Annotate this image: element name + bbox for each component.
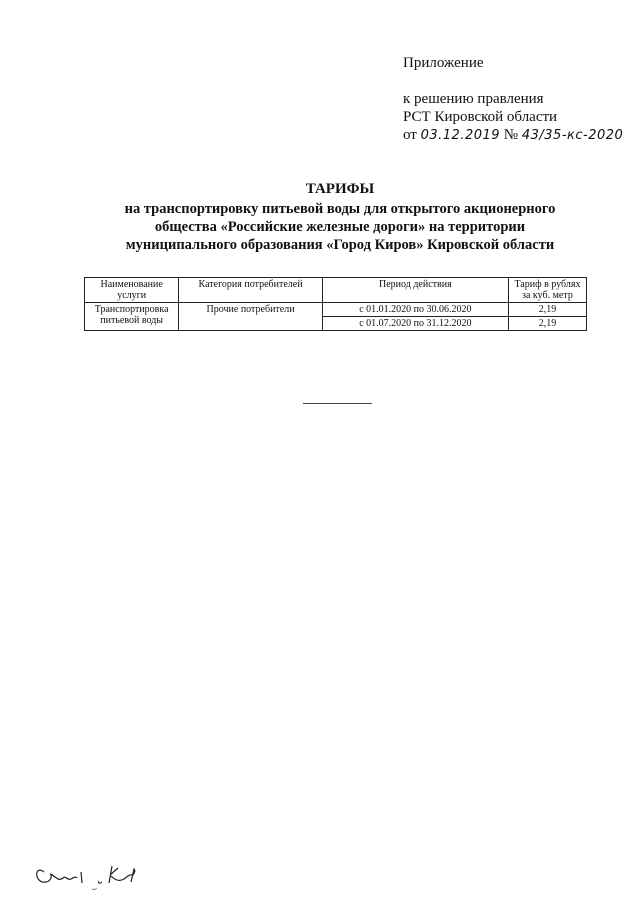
heading-line-2: общества «Российские железные дороги» на территории xyxy=(154,219,526,235)
closing-rule xyxy=(303,403,372,404)
header-period: Период действия xyxy=(322,278,508,303)
cell-service: Транспортировка питьевой воды xyxy=(85,303,179,331)
handwritten-signature xyxy=(30,852,170,892)
document-heading xyxy=(60,180,620,254)
heading-title: ТАРИФЫ xyxy=(305,181,375,197)
cell-category: Прочие потребители xyxy=(179,303,323,331)
heading-line-1: на транспортировку питьевой воды для открытого акционерного xyxy=(124,201,556,217)
cell-period: с 01.07.2020 по 31.12.2020 xyxy=(322,317,508,331)
cell-tariff: 2,19 xyxy=(508,317,586,331)
table-row xyxy=(85,303,587,317)
date-prefix: от xyxy=(403,127,417,143)
handwritten-date: 03.12.2019 xyxy=(420,128,501,143)
handwritten-number: 43/35-кс-2020 xyxy=(521,128,624,143)
number-sign: № xyxy=(503,127,519,143)
cell-period: с 01.01.2020 по 30.06.2020 xyxy=(322,303,508,317)
annex-line-2: РСТ Кировской области xyxy=(403,109,558,125)
annex-date-line xyxy=(403,126,623,145)
header-category: Категория потребителей xyxy=(179,278,323,303)
heading-line-3: муниципального образования «Город Киров» Кировской области xyxy=(125,237,555,253)
header-tariff: Тариф в рублях за куб. метр xyxy=(508,278,586,303)
annex-title: Приложение xyxy=(403,55,484,71)
annex-line-1: к решению правления xyxy=(403,91,544,107)
tariff-table xyxy=(84,277,587,331)
header-service: Наименование услуги xyxy=(85,278,179,303)
table-header-row xyxy=(85,278,587,303)
cell-tariff: 2,19 xyxy=(508,303,586,317)
annex-block xyxy=(403,54,623,145)
